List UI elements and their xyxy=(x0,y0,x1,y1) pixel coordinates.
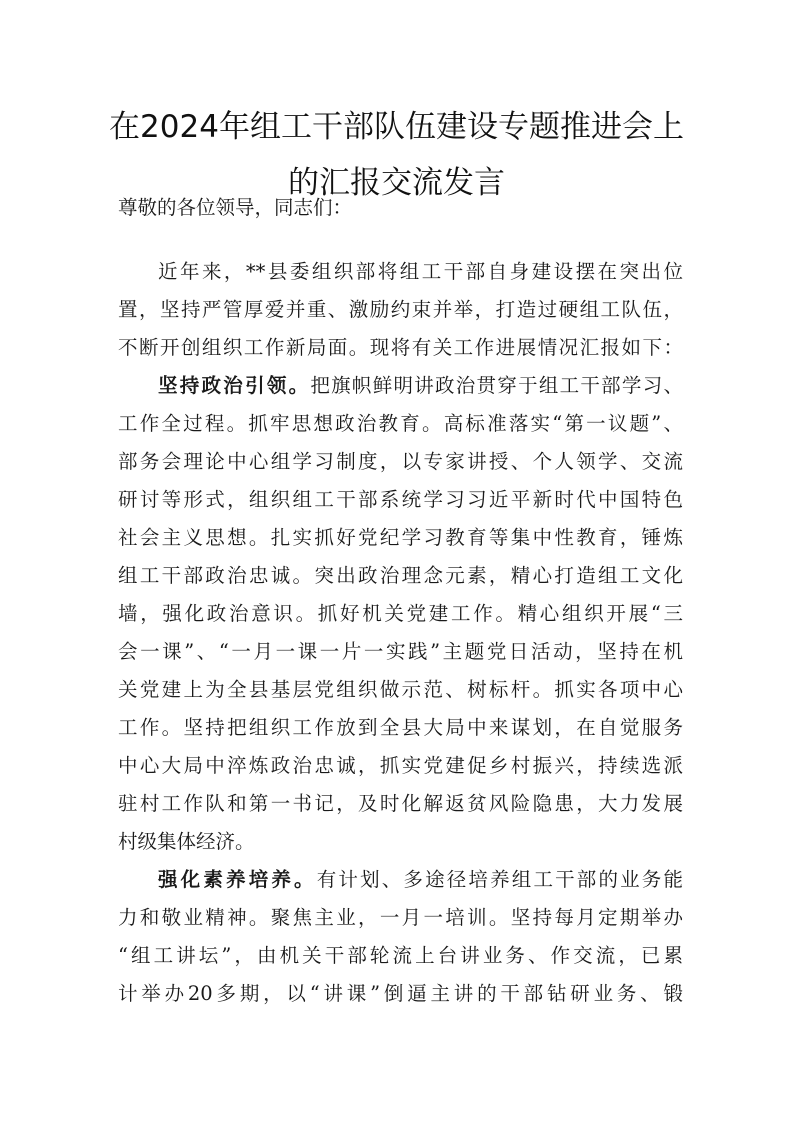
intro-line-2: 置，坚持严管厚爱并重、激励约束并举，打造过硬组工队伍， xyxy=(118,298,683,321)
section-2-first-line xyxy=(158,866,683,894)
section-1-first-line xyxy=(158,372,683,400)
section-2-line-1: 有计划、多途径培养组工干部的业务能 xyxy=(316,868,683,891)
intro-line-1: 近年来，**县委组织部将组工干部自身建设摆在突出位 xyxy=(158,260,683,283)
section-1-line-8: 会一课”、“一月一课一片一实践”主题党日活动，坚持在机 xyxy=(118,640,683,663)
section-1-line-3: 部务会理论中心组学习制度，以专家讲授、个人领学、交流 xyxy=(118,450,683,473)
section-1-line-5: 社会主义思想。扎实抓好党纪学习教育等集中性教育，锤炼 xyxy=(118,526,683,549)
section-1-line-11: 中心大局中淬炼政治忠诚，抓实党建促乡村振兴，持续选派 xyxy=(118,754,683,777)
section-1-line-7: 墙，强化政治意识。抓好机关党建工作。精心组织开展“三 xyxy=(118,602,683,625)
section-1-line-9: 关党建上为全县基层党组织做示范、树标杆。抓实各项中心 xyxy=(118,678,683,701)
section-1-line-4: 研讨等形式，组织组工干部系统学习习近平新时代中国特色 xyxy=(118,488,683,511)
salutation: 尊敬的各位领导，同志们： xyxy=(118,196,353,219)
section-1-line-6: 组工干部政治忠诚。突出政治理念元素，精心打造组工文化 xyxy=(118,564,683,587)
intro-line-3: 不断开创组织工作新局面。现将有关工作进展情况汇报如下： xyxy=(118,336,683,359)
section-1-heading: 坚持政治引领。 xyxy=(158,374,311,397)
section-1-line-1: 把旗帜鲜明讲政治贯穿于组工干部学习、 xyxy=(310,374,683,397)
document-title-line-1: 在2024年组工干部队伍建设专题推进会上 xyxy=(109,109,684,145)
section-2-line-4: 计举办20多期，以“讲课”倒逼主讲的干部钻研业务、锻 xyxy=(118,982,683,1005)
document-title-line-2: 的汇报交流发言 xyxy=(288,165,505,201)
section-2-heading: 强化素养培养。 xyxy=(158,868,317,891)
section-2-line-3: “组工讲坛”，由机关干部轮流上台讲业务、作交流，已累 xyxy=(118,944,683,967)
section-1-line-2: 工作全过程。抓牢思想政治教育。高标准落实“第一议题”、 xyxy=(118,412,683,435)
section-1-line-10: 工作。坚持把组织工作放到全县大局中来谋划，在自觉服务 xyxy=(118,716,683,739)
section-1-line-13: 村级集体经济。 xyxy=(118,830,255,853)
section-2-line-2: 力和敬业精神。聚焦主业，一月一培训。坚持每月定期举办 xyxy=(118,906,683,929)
section-1-line-12: 驻村工作队和第一书记，及时化解返贫风险隐患，大力发展 xyxy=(118,792,683,815)
